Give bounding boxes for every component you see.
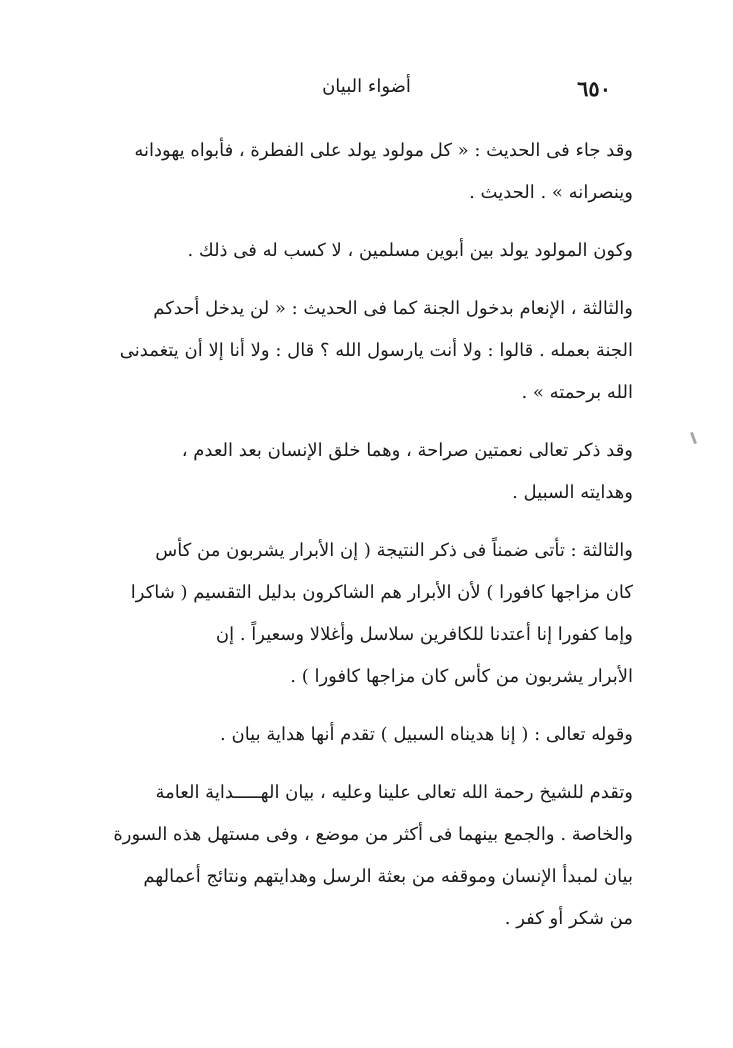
paragraph-muslim-parents — [100, 230, 633, 272]
scan-speck — [690, 432, 697, 444]
text-line: الأبرار يشربون من كأس كان مزاجها كافورا ) . — [290, 666, 633, 687]
body-text — [100, 130, 633, 956]
text-line: وقد ذكر تعالى نعمتين صراحة ، وهما خلق الإنسان بعد العدم ، — [181, 440, 633, 461]
page-header — [108, 76, 625, 108]
text-line: وينصرانه » . الحديث . — [469, 182, 633, 203]
paragraph-hadith-fitra — [100, 130, 633, 214]
paragraph-third-blessing-paradise — [100, 288, 633, 414]
text-line: الجنة بعمله . قالوا : ولا أنت يارسول الله ؟ قال : ولا أنا إلا أن يتغمدنى — [119, 340, 633, 361]
running-title: أضواء البيان — [322, 76, 411, 97]
text-line: الله برحمته » . — [521, 382, 633, 403]
paragraph-guidance-verse — [100, 714, 633, 756]
text-line: وهدايته السبيل . — [512, 482, 633, 503]
page-number: ٦٥٠ — [577, 76, 611, 101]
text-line: والثالثة ، الإنعام بدخول الجنة كما فى الحديث : « لن يدخل أحدكم — [153, 298, 633, 319]
text-line: كان مزاجها كافورا ) لأن الأبرار هم الشاكرون بدليل التقسيم ( شاكرا — [130, 582, 633, 603]
text-line: وقد جاء فى الحديث : « كل مولود يولد على الفطرة ، فأبواه يهودانه — [134, 140, 633, 161]
text-line: والخاصة . والجمع بينهما فى أكثر من موضع ، وفى مستهل هذه السورة — [113, 824, 633, 845]
text-line: بيان لمبدأ الإنسان وموقفه من بعثة الرسل وهدايتهم ونتائج أعمالهم — [143, 866, 633, 887]
text-line: وكون المولود يولد بين أبوين مسلمين ، لا كسب له فى ذلك . — [187, 240, 633, 261]
text-line: وإما كفورا إنا أعتدنا للكافرين سلاسل وأغلالا وسعيراً . إن — [215, 624, 633, 645]
paragraph-third-implicit — [100, 530, 633, 698]
text-line: من شكر أو كفر . — [504, 908, 633, 929]
paragraph-sheikh-explanation — [100, 772, 633, 940]
text-line: وقوله تعالى : ( إنا هديناه السبيل ) تقدم أنها هداية بيان . — [220, 724, 633, 745]
paragraph-two-blessings — [100, 430, 633, 514]
text-line: وتقدم للشيخ رحمة الله تعالى علينا وعليه ، بيان الهـــــداية العامة — [155, 782, 633, 803]
text-line: والثالثة : تأتى ضمناً فى ذكر النتيجة ( إن الأبرار يشربون من كأس — [155, 540, 633, 561]
